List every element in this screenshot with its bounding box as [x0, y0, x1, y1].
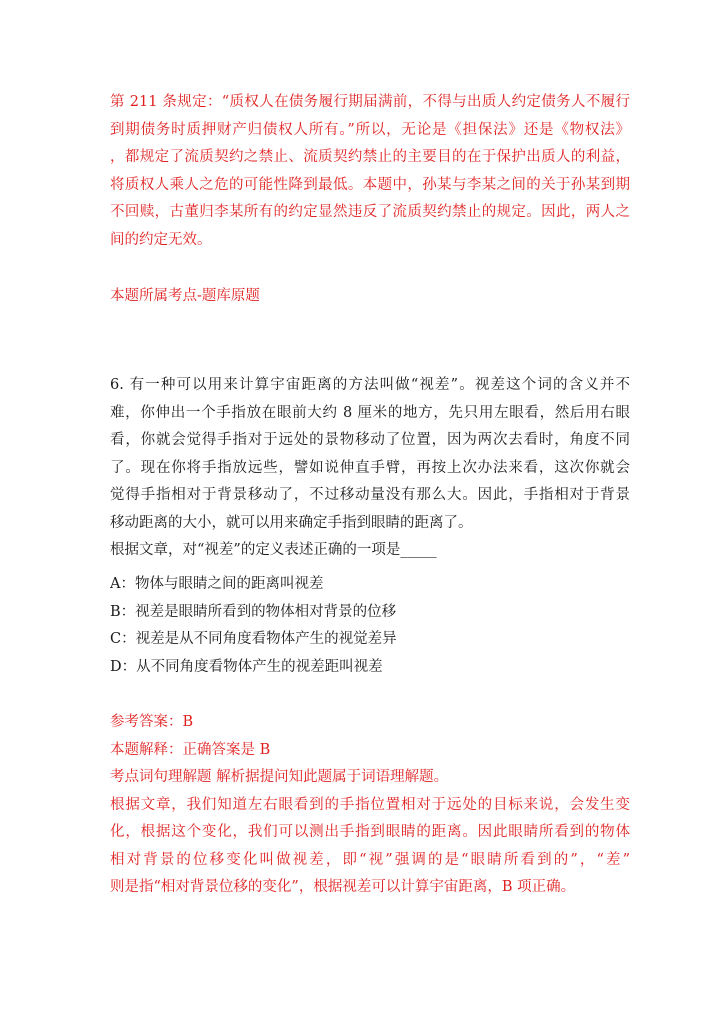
answer-analysis-line: 相对背景的位移变化叫做视差，即“视”强调的是“眼睛所看到的”，“差”	[110, 851, 630, 868]
question-prompt: 根据文章，对“视差”的定义表述正确的一项是_____	[110, 542, 437, 558]
answer-analysis-line: 根据文章，我们知道左右眼看到的手指位置相对于远处的目标来说，会发生变	[110, 796, 630, 813]
analysis-line: 第 211 条规定：“质权人在债务履行期届满前，不得与出质人约定债务人不履行	[110, 94, 630, 110]
option-d: D：从不同角度看物体产生的视差距叫视差	[110, 658, 383, 675]
option-b: B：视差是眼睛所看到的物体相对背景的位移	[110, 603, 397, 620]
analysis-line: ，都规定了流质契约之禁止、流质契约禁止的主要目的在于保护出质人的利益，	[110, 149, 630, 165]
option-a: A：物体与眼睛之间的距离叫视差	[110, 576, 324, 592]
test-point: 考点词句理解题 解析据提问知此题属于词语理解题。	[110, 769, 449, 785]
answer-options	[110, 571, 630, 681]
question-line: 看，你就会觉得手指对于远处的景物移动了位置，因为两次去看时，角度不同	[110, 432, 630, 448]
analysis-line: 不回赎，古董归李某所有的约定显然违反了流质契约禁止的规定。因此，两人之	[110, 204, 630, 220]
question-line: 难，你伸出一个手指放在眼前大约 8 厘米的地方，先只用左眼看，然后用右眼	[110, 404, 630, 421]
analysis-line: 间的约定无效。	[110, 231, 212, 248]
answer-section	[110, 709, 630, 902]
explanation-label: 本题解释：正确答案是 B	[110, 741, 271, 758]
question-line: 觉得手指相对于背景移动了，不过移动量没有那么大。因此，手指相对于背景	[110, 487, 630, 503]
analysis-line: 到期债务时质押财产归债权人所有。”所以，无论是《担保法》还是《物权法》	[110, 121, 630, 138]
reference-answer: 参考答案：B	[110, 714, 194, 730]
knowledge-point	[110, 283, 630, 311]
question-stem	[110, 372, 630, 565]
previous-analysis	[110, 89, 630, 254]
answer-analysis-line: 则是指“相对背景位移的变化”，根据视差可以计算宇宙距离，B 项正确。	[110, 879, 576, 895]
question-line: 6. 有一种可以用来计算宇宙距离的方法叫做“视差”。视差这个词的含义并不	[110, 377, 630, 393]
knowledge-point-text: 本题所属考点-题库原题	[110, 288, 260, 304]
question-line: 了。现在你将手指放远些，譬如说伸直手臂，再按上次办法来看，这次你就会	[110, 459, 630, 476]
option-c: C：视差是从不同角度看物体产生的视觉差异	[110, 631, 397, 647]
question-line: 移动距离的大小，就可以用来确定手指到眼睛的距离了。	[110, 514, 473, 531]
answer-analysis-line: 化，根据这个变化，我们可以测出手指到眼睛的距离。因此眼睛所看到的物体	[110, 824, 630, 840]
analysis-line: 将质权人乘人之危的可能性降到最低。本题中，孙某与李某之间的关于孙某到期	[110, 176, 630, 193]
